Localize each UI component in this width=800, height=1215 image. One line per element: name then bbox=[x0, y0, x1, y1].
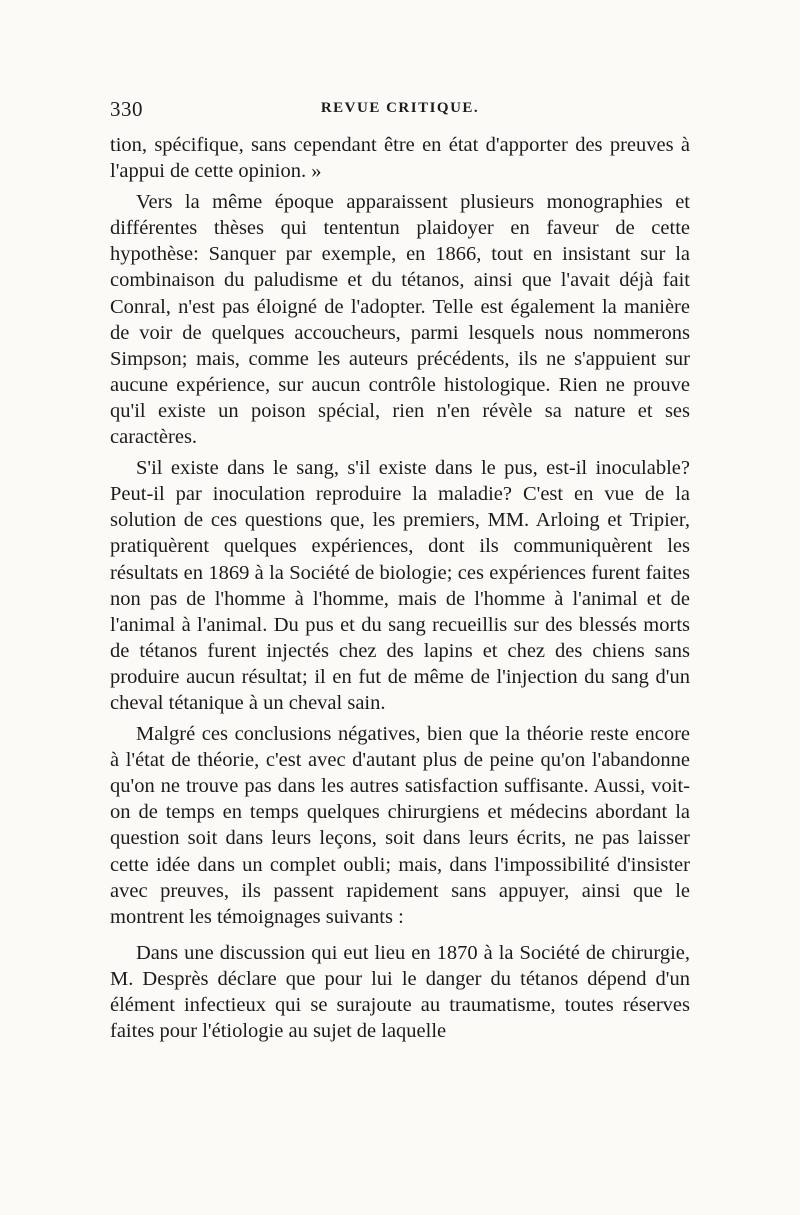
paragraph-discussion: Dans une discussion qui eut lieu en 1870 à la Société de chirurgie, M. Desprès déclare que pour lui le danger du tétanos dépend d'un élément infectieux qui se surajoute au traumatisme, toutes réserves faites pour l'étiologie au sujet de laquelle bbox=[110, 941, 690, 1043]
paragraph-monographies: Vers la même époque apparaissent plusieurs monographies et différentes thèses qui tententun plaidoyer en faveur de cette hypothèse: Sanquer par exemple, en 1866, tout en insistant sur la combinaison du paludisme et du tétanos, ainsi que l'avait déjà fait Conral, n'est pas éloigné de l'adopter. Telle est également la manière de voir de quelques accoucheurs, parmi lesquels nous nommerons Simpson; mais, comme les auteurs précédents, ils ne s'appuient sur aucune expérience, sur aucun contrôle histologique. Rien ne prouve qu'il existe un poison spécial, rien n'en révèle sa nature et ses caractères. bbox=[110, 191, 690, 449]
paragraph-inoculation: S'il existe dans le sang, s'il existe dans le pus, est-il inoculable? Peut-il par inoculation reproduire la maladie? C'est en vue de la solution de ces questions que, les premiers, MM. Arloing et Tripier, pratiquèrent quelques expériences, dont ils communiquèrent les résultats en 1869 à la Société de biologie; ces expériences furent faites non pas de l'homme à l'homme, mais de l'homme à l'animal et de l'animal à l'animal. Du pus et du sang recueillis sur des blessés morts de tétanos furent injectés chez des lapins et chez des chiens sans produire aucun résultat; il en fut de même de l'injection du sang d'un cheval tétanique à un cheval sain. bbox=[110, 457, 690, 714]
body-text bbox=[110, 132, 690, 1044]
journal-title: REVUE CRITIQUE. bbox=[320, 100, 480, 116]
paragraph-conclusions: Malgré ces conclusions négatives, bien que la théorie reste encore à l'état de théorie, c'est avec d'autant plus de peine qu'on l'abandonne qu'on ne trouve pas dans les autres satisfaction suffisante. Aussi, voit-on de temps en temps quelques chirurgiens et médecins abordant la question soit dans leurs leçons, soit dans leurs écrits, ne pas laisser cette idée dans un complet oubli; mais, dans l'impossibilité d'insister avec preuves, ils passent rapidement sans appuyer, ainsi que le montrent les témoignages suivants : bbox=[110, 723, 690, 928]
page-number: 330 bbox=[110, 97, 143, 121]
paragraph-continuation: tion, spécifique, sans cependant être en état d'apporter des preuves à l'appui de cette opinion. » bbox=[110, 134, 690, 183]
running-head bbox=[110, 97, 690, 123]
